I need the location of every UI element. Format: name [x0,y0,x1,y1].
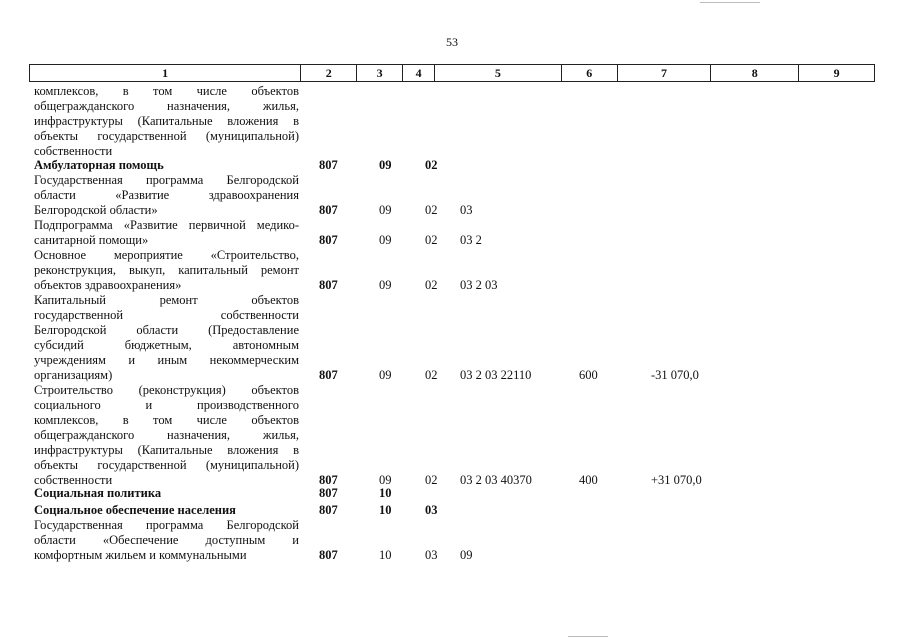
description-line: Государственная программа Белгородской [34,173,299,187]
cell-code-expense-type: 400 [579,473,598,487]
description-line: Социальное обеспечение населения [34,503,236,517]
description-line: комфортным жильем и коммунальными [34,548,247,562]
cell-code-section: 10 [379,548,392,562]
cell-code-subsection: 02 [425,473,438,487]
cell-code-section: 09 [379,233,392,247]
description-line: общегражданского назначения, жилья, [34,99,299,113]
description-line: Белгородской области (Предоставление [34,323,299,337]
cell-code-target: 03 2 03 [460,278,498,292]
cell-code-ministry: 807 [319,473,338,487]
description-line: инфраструктуры (Капитальные вложения в [34,114,299,128]
cell-code-ministry: 807 [319,158,338,172]
description-line: санитарной помощи» [34,233,149,247]
header-col-2: 2 [301,65,357,81]
description-line: объекты государственной (муниципальной) [34,129,299,143]
cell-code-section: 09 [379,158,392,172]
cell-code-target: 03 2 03 40370 [460,473,532,487]
description-line: реконструкция, выкуп, капитальный ремонт [34,263,299,277]
description-line: Белгородской области» [34,203,158,217]
description-line: субсидий бюджетным, автономным [34,338,299,352]
header-col-9: 9 [833,66,840,80]
cell-code-target: 03 2 03 22110 [460,368,532,382]
cell-code-section: 09 [379,473,392,487]
cell-code-subsection: 02 [425,158,438,172]
description-line: области «Развитие здравоохранения [34,188,299,202]
header-col-3: 3 [357,65,403,81]
header-col-7: 7 [618,65,712,81]
row-description [34,84,299,159]
row-description [34,383,299,488]
cell-code-section: 09 [379,203,392,217]
description-line: собственности [34,473,113,487]
cell-code-ministry: 807 [319,233,338,247]
row-description [34,173,299,218]
description-line: инфраструктуры (Капитальные вложения в [34,443,299,457]
cell-code-target: 03 2 [460,233,482,247]
row-description [34,248,299,293]
header-col-4: 4 [403,65,435,81]
cell-code-ministry: 807 [319,548,338,562]
description-line: области «Обеспечение доступным и [34,533,299,547]
description-line: объектов здравоохранения» [34,278,182,292]
scan-artifact [700,2,760,3]
header-col-5: 5 [435,65,562,81]
scan-artifact [568,636,608,637]
header-col-6: 6 [562,65,618,81]
description-line: Капитальный ремонт объектов [34,293,299,307]
page-number: 53 [446,35,458,49]
cell-code-ministry: 807 [319,486,338,500]
row-description [34,218,299,248]
table-header [29,64,875,82]
cell-code-ministry: 807 [319,203,338,217]
cell-code-subsection: 02 [425,368,438,382]
description-line: Строительство (реконструкция) объектов [34,383,299,397]
row-description [34,518,299,563]
cell-code-section: 09 [379,368,392,382]
description-line: объекты государственной (муниципальной) [34,458,299,472]
cell-code-subsection: 02 [425,233,438,247]
row-description [34,486,299,501]
cell-amount: -31 070,0 [651,368,699,382]
cell-code-subsection: 02 [425,203,438,217]
description-line: Государственная программа Белгородской [34,518,299,532]
cell-code-subsection: 03 [425,548,438,562]
description-line: учреждениям и иным некоммерческим [34,353,299,367]
description-line: Основное мероприятие «Строительство, [34,248,299,262]
description-line: Подпрограмма «Развитие первичной медико- [34,218,299,232]
cell-code-subsection: 02 [425,278,438,292]
cell-code-section: 10 [379,503,392,517]
cell-code-target: 03 [460,203,473,217]
cell-code-section: 10 [379,486,392,500]
row-description [34,503,299,518]
description-line: Социальная политика [34,486,162,500]
description-line: Амбулаторная помощь [34,158,164,172]
description-line: общегражданского назначения, жилья, [34,428,299,442]
description-line: комплексов, в том числе объектов [34,84,299,98]
description-line: собственности [34,144,113,158]
cell-code-ministry: 807 [319,503,338,517]
row-description [34,158,299,173]
description-line: комплексов, в том числе объектов [34,413,299,427]
description-line: государственной собственности [34,308,299,322]
cell-code-ministry: 807 [319,278,338,292]
header-col-1: 1 [30,65,301,81]
cell-code-subsection: 03 [425,503,438,517]
description-line: социального и производственного [34,398,299,412]
description-line: организациям) [34,368,113,382]
cell-code-target: 09 [460,548,473,562]
cell-code-expense-type: 600 [579,368,598,382]
cell-code-section: 09 [379,278,392,292]
header-col-8: 8 [711,65,799,81]
cell-amount: +31 070,0 [651,473,702,487]
row-description [34,293,299,383]
cell-code-ministry: 807 [319,368,338,382]
